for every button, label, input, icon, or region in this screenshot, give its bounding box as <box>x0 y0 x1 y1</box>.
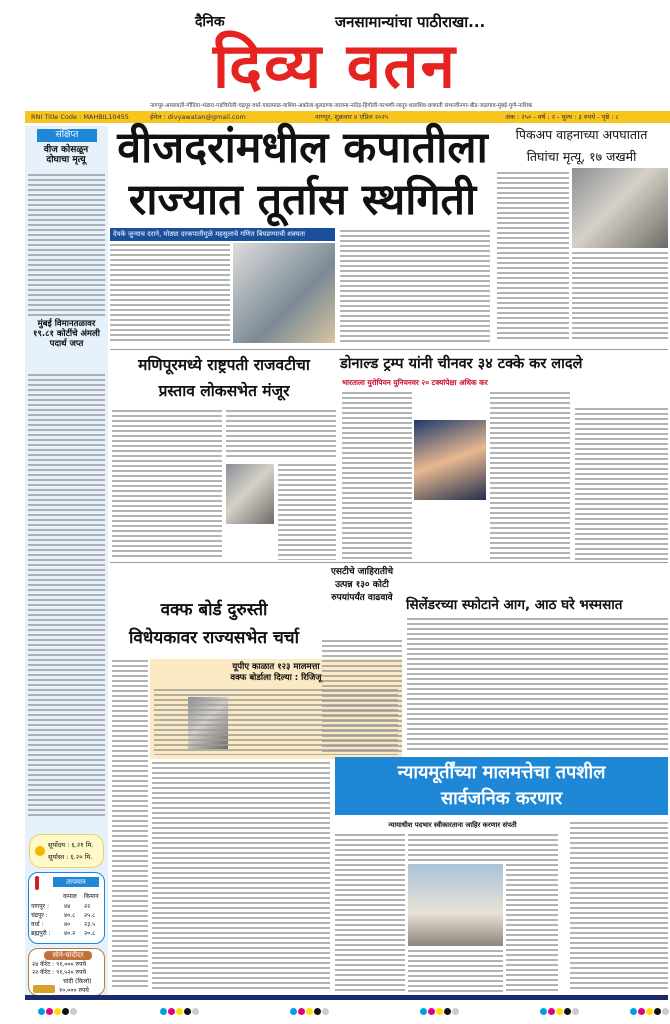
registration-dot <box>564 1008 571 1015</box>
silver-price: १०,००० रुपये <box>59 987 89 994</box>
amit-shah-image <box>226 464 274 524</box>
trump-headline: डोनाल्ड ट्रम्प यांनी चीनवर ३४ टक्के कर लादले <box>340 356 583 372</box>
weather-title: तापमान <box>53 877 99 887</box>
weather-row <box>31 903 104 912</box>
registration-dot <box>54 1008 61 1015</box>
masthead <box>0 0 670 110</box>
registration-dot <box>646 1008 653 1015</box>
weather-cell: ४० <box>64 921 71 928</box>
sidebar-tag: संक्षिप्त <box>37 129 97 142</box>
waqf-headline-line: विधेयकावर राज्यसभेत चर्चा <box>129 628 299 648</box>
judges-headline: सार्वजनिक करणार <box>440 788 563 809</box>
registration-dot <box>556 1008 563 1015</box>
registration-dot <box>70 1008 77 1015</box>
registration-dot <box>572 1008 579 1015</box>
sidebar-headline: वीज कोसळून दोघाचा मृत्यू <box>43 145 89 166</box>
lead-subhead: देयके जुन्याच दराने, मोठ्या दरकपातीमुळे महसुलाचे गणित बिघडण्याची शक्यता <box>110 228 335 241</box>
waqf-box-headline: यूपीए काळात १२३ मालमत्ता <box>232 662 320 672</box>
weather-row <box>31 912 104 921</box>
pickup-headline <box>495 124 668 168</box>
sidebar-headline: मुंबई विमानतळावर १९.८१ कोटींचे अंमली पदार्थ जप्त <box>33 319 100 349</box>
lead-headline <box>110 122 495 226</box>
footer-rule <box>25 995 668 1000</box>
sun-box <box>29 834 104 868</box>
manipur-headline-line: मणिपूरमध्ये राष्ट्रपती राजवटीचा <box>138 356 310 374</box>
weather-cell: वर्धा : <box>31 921 44 928</box>
masthead-prefix: दैनिक <box>195 14 225 30</box>
weather-cell: नागपूर : <box>31 903 50 910</box>
weather-row <box>31 930 104 939</box>
registration-dot <box>322 1008 329 1015</box>
weather-cell: ४०.८ <box>64 912 76 919</box>
thermometer-icon <box>35 876 39 890</box>
registration-dot <box>176 1008 183 1015</box>
weather-cell: चंद्रपूर : <box>31 912 48 919</box>
supreme-court-image <box>408 864 503 946</box>
sidebar-briefs <box>25 126 108 996</box>
trump-headline-wrap <box>340 354 668 374</box>
pickup-headline-line: पिकअप वाहनाच्या अपघातात <box>515 127 648 142</box>
weather-row <box>31 921 104 930</box>
registration-dot <box>46 1008 53 1015</box>
weather-cell: २५.८ <box>84 912 96 919</box>
masthead-title-wrap <box>150 29 520 102</box>
registration-dot <box>654 1008 661 1015</box>
sun-icon <box>35 846 45 856</box>
cylinder-headline: सिलेंडरच्या स्फोटाने आग, आठ घरे भस्मसात <box>406 597 623 613</box>
divider <box>110 349 668 350</box>
registration-dot <box>428 1008 435 1015</box>
pickup-headline-line: तिघांचा मृत्यू, १७ जखमी <box>526 149 637 164</box>
electricity-meter-image <box>233 243 335 343</box>
trump-subhead: भारताला युरोपियन युनियनवर २० टक्यांपेक्षा अधिक कर <box>342 378 488 387</box>
judges-subhead: न्यायाधीश पदभार स्वीकारताना जाहिर करणार संपती <box>388 821 517 829</box>
sunset: सूर्यास्त : ६.२० मि. <box>48 853 93 861</box>
registration-dot <box>168 1008 175 1015</box>
lead-headline-line: राज्यात तूर्तास स्थगिती <box>128 175 477 225</box>
gold-24k: २४ कॅरेट : ९१,००० रुपये <box>32 961 86 968</box>
divider <box>110 562 668 563</box>
sunrise: सूर्योदय : ६.२१ मि. <box>48 841 94 849</box>
col-max: कमाल <box>63 893 77 900</box>
lead-headline-line: वीजदरांमधील कपातीला <box>117 123 488 173</box>
silver-label: चांदी (किलो) <box>63 978 92 985</box>
registration-marks <box>0 1008 670 1016</box>
issue-info: अंक : २५० - वर्ष : २ - मूल्य : ३ रुपये - पृष्ठे : ८ <box>505 113 619 121</box>
date: नागपूर, शुक्रवार ४ एप्रिल २०२५ <box>315 113 389 121</box>
st-headline: एसटीचे जाहिरातीचे उत्पन्न १३० कोटी रुपयांपर्यंत वाढवावे <box>330 567 394 603</box>
registration-dot <box>314 1008 321 1015</box>
judges-subhead-wrap <box>340 820 565 830</box>
weather-cell: ४४ <box>64 903 71 910</box>
rni-code: RNI Title Code : MAHBIL10455 <box>31 113 129 121</box>
accident-image <box>572 168 668 248</box>
registration-dot <box>306 1008 313 1015</box>
registration-dot <box>638 1008 645 1015</box>
registration-dot <box>160 1008 167 1015</box>
registration-dot <box>420 1008 427 1015</box>
trump-image <box>414 420 486 500</box>
gold-box <box>28 948 105 996</box>
manipur-headline <box>110 352 338 404</box>
manipur-headline-line: प्रस्ताव लोकसभेत मंजूर <box>158 382 290 400</box>
masthead-cities: नागपूर-अमरावती-गोंदिया-भंडारा-गडचिरोली-चंद्रपूर-वर्धा-यवतमाळ-वाशिम-अकोला-बुलढाणा-जालना-नांदेड-हिंगोली-परभणी-लातूर-धाराशिव-छत्रपती संभाजीनगर-बीड-जळगाव-मुंबई-पुणे-नाशिक <box>150 103 533 109</box>
registration-dot <box>444 1008 451 1015</box>
gold-22k: २२ कॅरेट : ९१,५२० रुपये <box>32 969 86 976</box>
cylinder-headline-wrap <box>406 596 668 614</box>
gold-bars-icon <box>33 985 55 993</box>
col-min: किमान <box>84 893 99 900</box>
weather-box <box>28 872 105 944</box>
weather-cell: २०.८ <box>84 930 96 937</box>
registration-dot <box>184 1008 191 1015</box>
weather-cell: २२ <box>84 903 91 910</box>
registration-dot <box>192 1008 199 1015</box>
judges-banner <box>335 757 668 815</box>
weather-cell: ४०.२ <box>64 930 76 937</box>
gold-title: सोने-चांदीदर <box>44 951 92 960</box>
masthead-title: दिव्य वतन <box>213 29 457 102</box>
weather-rows <box>31 903 104 939</box>
registration-dot <box>662 1008 669 1015</box>
registration-dot <box>38 1008 45 1015</box>
waqf-box-headline: वक्फ बोर्डाला दिल्या : रिजिजू <box>230 673 322 683</box>
registration-dot <box>548 1008 555 1015</box>
registration-dot <box>290 1008 297 1015</box>
weather-cell: ब्रह्मपुरी : <box>31 930 51 937</box>
email[interactable]: ईमेल : divyawatan@gmail.com <box>150 113 246 121</box>
masthead-tagline: जनसामान्यांचा पाठीराखा... <box>335 13 486 31</box>
trump-subhead-wrap <box>342 378 570 388</box>
registration-dot <box>540 1008 547 1015</box>
judges-headline-wrap <box>339 760 664 812</box>
waqf-headline <box>110 596 318 652</box>
registration-dot <box>298 1008 305 1015</box>
registration-dot <box>62 1008 69 1015</box>
waqf-headline-line: वक्फ बोर्ड दुरुस्ती <box>160 600 268 620</box>
weather-cell: २३.५ <box>84 921 96 928</box>
registration-dot <box>630 1008 637 1015</box>
registration-dot <box>436 1008 443 1015</box>
judges-headline: न्यायमूर्तींच्या मालमत्तेचा तपशील <box>397 762 606 783</box>
registration-dot <box>452 1008 459 1015</box>
